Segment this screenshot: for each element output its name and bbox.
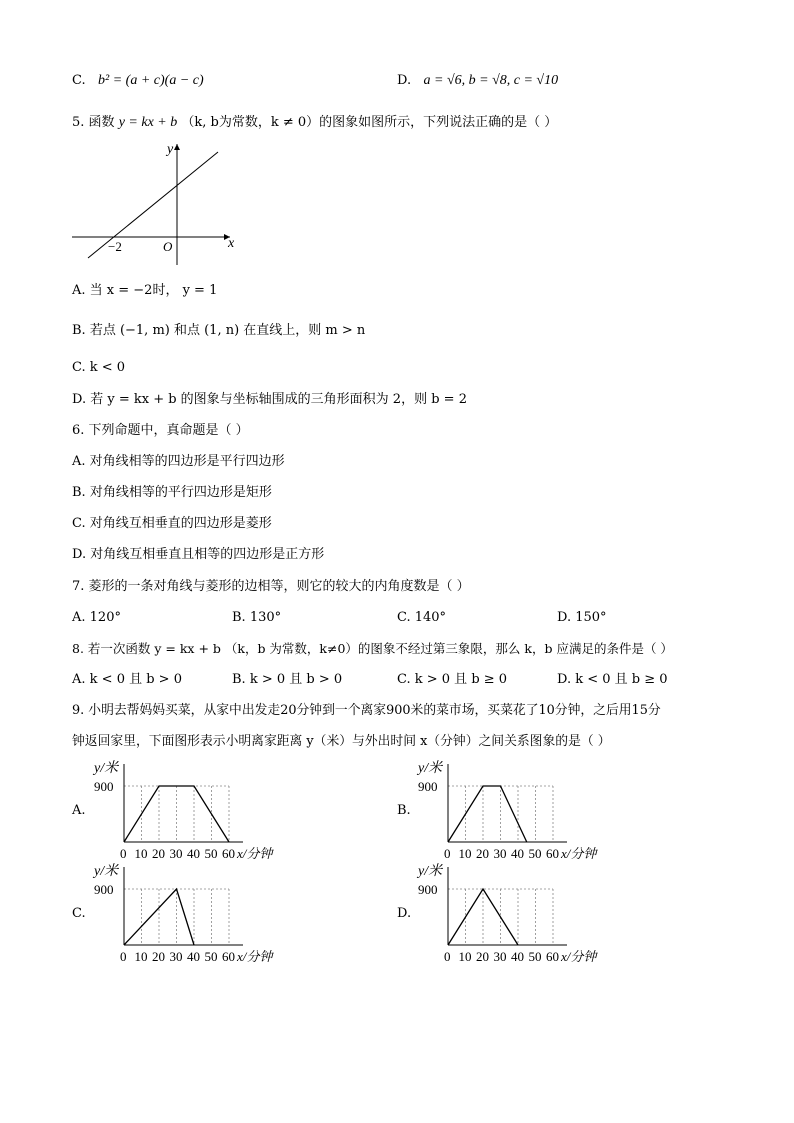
q5-y-label: y <box>167 142 174 157</box>
q7-option-a: A. 120° <box>72 610 121 625</box>
q6-option-b: B. 对角线相等的平行四边形是矩形 <box>72 485 272 500</box>
q6-stem: 6. 下列命题中，真命题是（ ） <box>72 423 249 438</box>
x-tick-label: 40 <box>511 949 524 964</box>
x-tick-label: 0 <box>120 949 127 964</box>
q7-option-d: D. 150° <box>557 610 607 625</box>
q5-option-d: D. 若 y = kx + b 的图象与坐标轴围成的三角形面积为 2，则 b = 2 <box>72 392 467 407</box>
x-axis-label: x/分钟 <box>237 949 273 964</box>
y-axis-label: y/米 <box>418 761 443 776</box>
x-tick-label: 40 <box>187 846 200 861</box>
q8-option-b: B. k > 0 且 b > 0 <box>232 672 343 687</box>
y-tick-label: 900 <box>94 779 114 794</box>
y-axis-label: y/米 <box>94 761 119 776</box>
x-axis-label: x/分钟 <box>237 846 273 861</box>
q9-stem-line1: 9. 小明去帮妈妈买菜，从家中出发走20分钟到一个离家900米的菜市场，买菜花了10分钟，之后用15分 <box>72 703 661 718</box>
q6-option-a: A. 对角线相等的四边形是平行四边形 <box>72 454 285 469</box>
q4-option-c <box>72 72 204 90</box>
x-tick-label: 40 <box>511 846 524 861</box>
q5-x-label: x <box>228 236 235 251</box>
x-axis-label: x/分钟 <box>561 949 597 964</box>
q8-option-d: D. k < 0 且 b ≥ 0 <box>557 672 668 687</box>
x-tick-label: 60 <box>546 949 559 964</box>
x-axis-label: x/分钟 <box>561 846 597 861</box>
x-tick-label: 50 <box>204 949 218 964</box>
q5-option-c: C. k < 0 <box>72 360 126 375</box>
q5-graph <box>68 140 248 270</box>
q5-stem-cond: （k, b为常数，k ≠ 0）的图象如图所示，下列说法正确的是（ ） <box>181 115 558 130</box>
x-tick-label: 50 <box>528 949 542 964</box>
q5-origin-label: O <box>163 239 173 254</box>
q6-option-c: C. 对角线互相垂直的四边形是菱形 <box>72 516 272 531</box>
x-tick-label: 50 <box>528 846 542 861</box>
q5-stem-func: y = kx + b <box>118 115 178 130</box>
x-tick-label: 0 <box>120 846 127 861</box>
y-axis-label: y/米 <box>94 864 119 879</box>
x-tick-label: 10 <box>458 846 472 861</box>
x-tick-label: 50 <box>204 846 218 861</box>
q4-option-c-label: C. <box>72 73 86 88</box>
x-tick-label: 20 <box>476 949 489 964</box>
x-tick-label: 20 <box>152 846 165 861</box>
x-tick-label: 30 <box>493 846 507 861</box>
q5-stem-pre: 5. 函数 <box>72 115 115 130</box>
q6-option-d: D. 对角线互相垂直且相等的四边形是正方形 <box>72 547 325 562</box>
q8-option-a: A. k < 0 且 b > 0 <box>72 672 182 687</box>
q9-chart-a <box>90 758 320 866</box>
x-tick-label: 40 <box>187 949 200 964</box>
q5-stem <box>72 114 557 132</box>
x-tick-label: 30 <box>493 949 507 964</box>
x-tick-label: 10 <box>458 949 472 964</box>
q8-stem: 8. 若一次函数 y = kx + b （k，b 为常数，k≠0）的图象不经过第三象限，那么 k，b 应满足的条件是（ ） <box>72 641 673 656</box>
q8-option-c: C. k > 0 且 b ≥ 0 <box>397 672 508 687</box>
x-tick-label: 0 <box>444 949 451 964</box>
q7-stem: 7. 菱形的一条对角线与菱形的边相等，则它的较大的内角度数是（ ） <box>72 579 470 594</box>
x-tick-label: 0 <box>444 846 451 861</box>
q9-chart-d-label: D. <box>397 906 412 921</box>
q4-option-d-label: D. <box>397 73 412 88</box>
q9-chart-c <box>90 861 320 969</box>
x-tick-label: 30 <box>169 949 183 964</box>
x-tick-label: 20 <box>476 846 489 861</box>
x-tick-label: 20 <box>152 949 165 964</box>
distance-series-line <box>448 786 527 842</box>
q9-chart-c-label: C. <box>72 906 86 921</box>
q7-option-c: C. 140° <box>397 610 447 625</box>
q5-x-intercept-label: −2 <box>108 239 122 254</box>
y-tick-label: 900 <box>94 882 114 897</box>
x-tick-label: 10 <box>134 949 148 964</box>
q7-option-b: B. 130° <box>232 610 282 625</box>
q5-option-a: A. 当 x = −2时， y = 1 <box>72 283 218 298</box>
y-axis-label: y/米 <box>418 864 443 879</box>
q9-chart-b-label: B. <box>397 803 411 818</box>
q9-chart-d <box>414 861 644 969</box>
x-tick-label: 60 <box>222 949 235 964</box>
q9-chart-b <box>414 758 644 866</box>
x-tick-label: 60 <box>546 846 559 861</box>
y-tick-label: 900 <box>418 779 438 794</box>
x-tick-label: 60 <box>222 846 235 861</box>
x-tick-label: 30 <box>169 846 183 861</box>
q4-option-d-formula: a = √6, b = √8, c = √10 <box>423 73 559 88</box>
x-tick-label: 10 <box>134 846 148 861</box>
q9-stem-line2: 钟返回家里，下面图形表示小明离家距离 y（米）与外出时间 x（分钟）之间关系图象的是（ ） <box>72 734 611 749</box>
y-tick-label: 900 <box>418 882 438 897</box>
q4-option-d <box>397 72 558 90</box>
q4-option-c-formula: b² = (a + c)(a − c) <box>98 73 204 88</box>
q9-chart-a-label: A. <box>72 803 86 818</box>
q5-option-b: B. 若点 (−1, m) 和点 (1, n) 在直线上，则 m > n <box>72 323 366 338</box>
